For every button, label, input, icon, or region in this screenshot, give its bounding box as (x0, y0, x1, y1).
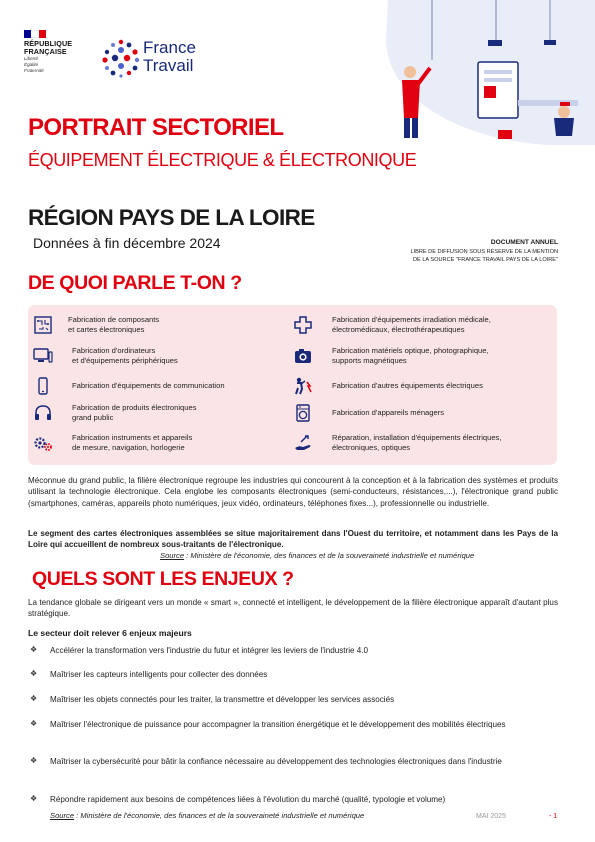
french-flag-icon (24, 30, 46, 38)
data-date: Données à fin décembre 2024 (33, 235, 221, 251)
enjeu-text: Maîtriser les capteurs intelligents pour collecter des données (50, 670, 268, 679)
region-title: RÉGION PAYS DE LA LOIRE (28, 205, 315, 230)
activity-item (32, 314, 159, 336)
motto-3: Fraternité (24, 67, 44, 73)
circuit-board-icon (32, 314, 54, 336)
activity-label: Fabrication d'appareils ménagers (332, 408, 445, 417)
bullet-icon: ❖ (30, 756, 38, 765)
bullet-icon: ❖ (30, 694, 38, 703)
motto-1: Liberté (24, 56, 39, 62)
enjeu-text: Répondre rapidement aux besoins de compétences liées à l'évolution du marché (qualité, typologie et volume) (50, 795, 446, 804)
activity-label: Fabrication instruments et appareils de mesure, navigation, horlogerie (72, 433, 193, 452)
intro-paragraph: Méconnue du grand public, la filière électronique regroupe les industries qui concourent à la conception et à la fabrication des systèmes et produits utilisant la technologie électronique. Cela englobe les composants électroniques (semi-conducteurs, résistances,...), l'électronique grand public (smartphones, caméras, appareils photo numériques, jeux vidéo, ordinateurs, téléphones fixes...), professionnelle ou industrielle. (28, 476, 558, 508)
bullet-icon: ❖ (30, 645, 38, 654)
technicians-illustration (368, 0, 595, 145)
source-note (50, 811, 364, 820)
france-travail-line-1: France (143, 38, 196, 57)
source-text: : Ministère de l'économie, des finances et de la souveraineté industrielle et numérique (74, 811, 365, 820)
section-heading-enjeux: QUELS SONT LES ENJEUX ? (32, 568, 294, 590)
activities-box (28, 305, 557, 465)
sector-subtitle: ÉQUIPEMENT ÉLECTRIQUE & ÉLECTRONIQUE (28, 150, 417, 170)
bullet-icon: ❖ (30, 794, 38, 803)
page-title: PORTRAIT SECTORIEL (28, 114, 284, 141)
activity-label: Réparation, installation d'équipements électriques, électroniques, optiques (332, 433, 502, 452)
activity-label: Fabrication de composants et cartes électroniques (68, 315, 160, 334)
repair-hand-icon (292, 432, 314, 454)
medical-cross-icon (292, 314, 314, 336)
enjeu-item (30, 794, 558, 806)
enjeu-text: Accélérer la transformation vers l'industrie du futur et intégrer les leviers de l'industrie 4.0 (50, 646, 368, 655)
activity-label: Fabrication d'équipements de communication (72, 381, 225, 390)
enjeu-text: Maîtriser la cybersécurité pour bâtir la confiance nécessaire au développement des technologies électroniques dans l'industrie (50, 757, 502, 766)
enjeu-item (30, 719, 558, 731)
republique-line-1: RÉPUBLIQUE (24, 39, 73, 48)
enjeu-text: Maîtriser les objets connectés pour les traiter, la transmettre et développer les services associés (50, 695, 395, 704)
source-note (160, 551, 474, 560)
activity-item (292, 345, 489, 367)
republique-francaise-logo (24, 30, 94, 86)
activity-item (32, 375, 225, 397)
document-type: DOCUMENT ANNUEL (490, 239, 558, 246)
camera-icon (292, 345, 314, 367)
source-label: Source (50, 811, 75, 820)
activity-item (292, 314, 491, 336)
enjeu-text: Maîtriser l'électronique de puissance pour accompagner la transition énergétique et le développement des mobilités électriques (50, 720, 506, 729)
enjeu-item (30, 694, 558, 706)
smartphone-icon (32, 375, 54, 397)
activity-item (32, 432, 192, 454)
motto-2: Égalité (24, 62, 39, 67)
bullet-icon: ❖ (30, 669, 38, 678)
enjeu-item (30, 645, 558, 657)
segment-paragraph: Le segment des cartes électroniques assemblées se situe majoritairement dans l'Ouest du territoire, et notamment dans les Pays de la Loire qui accueillent de nombreux sous-traitants de l'électronique. (28, 529, 558, 550)
washing-machine-icon (292, 402, 314, 424)
gears-icon (32, 432, 54, 454)
footer-date: MAI 2025 (476, 813, 506, 820)
computer-icon (32, 345, 54, 367)
section-heading-what: DE QUOI PARLE T-ON ? (28, 272, 242, 294)
enjeux-subheading: Le secteur doit relever 6 enjeux majeurs (28, 628, 192, 638)
activity-label: Fabrication d'équipements irradiation médicale, électromédicaux, électrothérapeutiques (332, 315, 491, 334)
france-travail-logo (101, 38, 231, 78)
source-text: : Ministère de l'économie, des finances et de la souveraineté industrielle et numérique (184, 551, 475, 560)
diffusion-note: LIBRE DE DIFFUSION SOUS RÉSERVE DE LA MENTION DE LA SOURCE "FRANCE TRAVAIL PAYS DE LA LOIRE" (410, 249, 558, 263)
activity-item (32, 345, 178, 367)
france-travail-dots-icon (101, 38, 141, 78)
tendance-paragraph: La tendance globale se dirigeant vers un monde « smart », connecté et intelligent, le développement de la filière électronique apparaît d'autant plus stratégique. (28, 598, 558, 619)
activity-label: Fabrication matériels optique, photographique, supports magnétiques (332, 346, 489, 365)
activity-item (292, 432, 501, 454)
bullet-icon: ❖ (30, 719, 38, 728)
enjeu-item (30, 669, 558, 681)
headphones-icon (32, 402, 54, 424)
enjeu-item (30, 756, 558, 768)
page-number: - 1 (549, 813, 558, 820)
electrician-icon (292, 375, 314, 397)
activity-item (32, 402, 197, 424)
france-travail-line-2: Travail (143, 56, 194, 75)
activity-label: Fabrication d'autres équipements électriques (332, 381, 483, 390)
activity-item (292, 375, 483, 397)
republique-line-2: FRANÇAISE (24, 47, 67, 57)
source-label: Source (160, 551, 185, 560)
activity-item (292, 402, 444, 424)
activity-label: Fabrication d'ordinateurs et d'équipements périphériques (72, 346, 178, 365)
activity-label: Fabrication de produits électroniques grand public (72, 403, 197, 422)
